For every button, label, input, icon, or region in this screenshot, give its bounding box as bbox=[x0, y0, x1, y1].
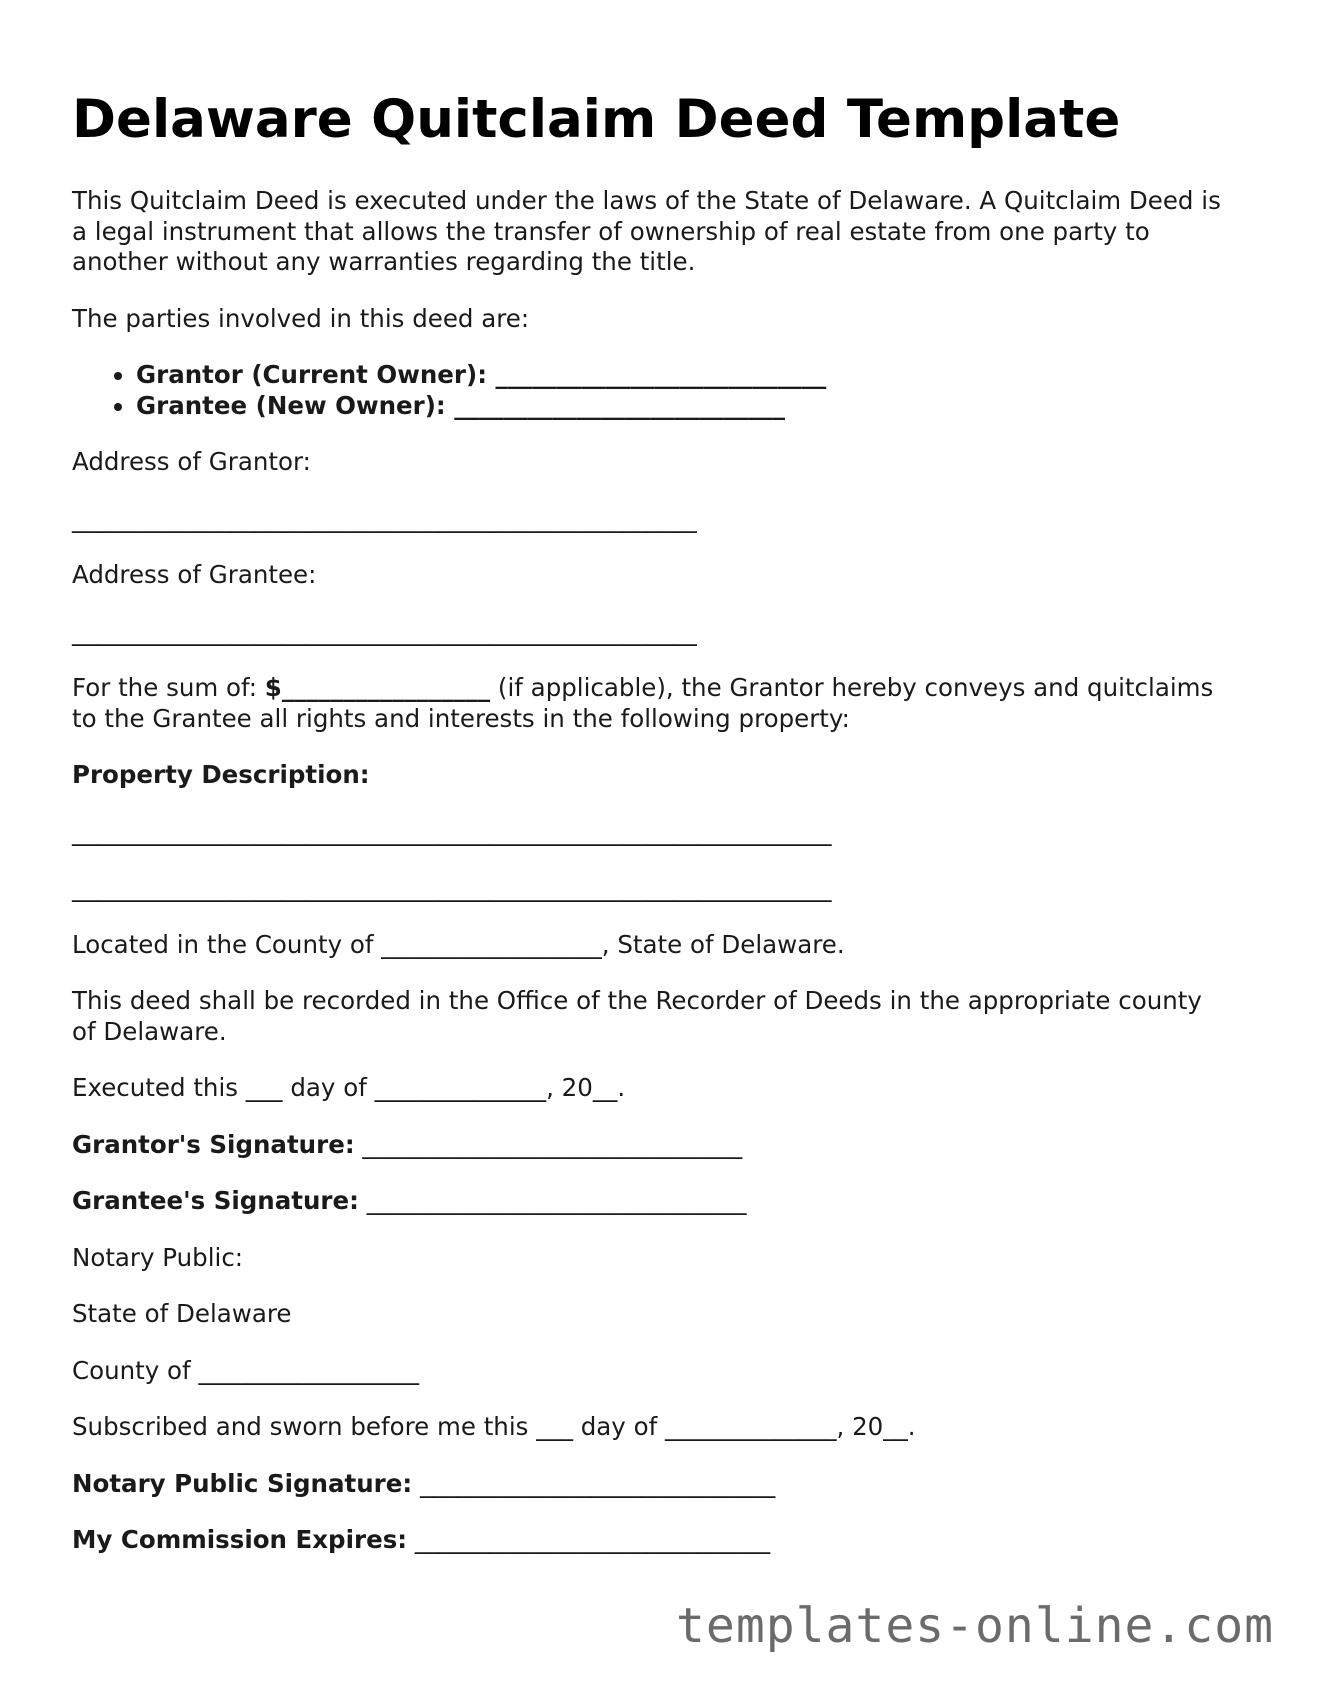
watermark: templates-online.com bbox=[676, 1598, 1274, 1654]
county-paragraph bbox=[72, 930, 1222, 961]
county-prefix: Located in the County of bbox=[72, 929, 382, 959]
notary-signature-line bbox=[72, 1469, 1222, 1500]
property-description-label: Property Description: bbox=[72, 760, 370, 789]
consideration-amount-field[interactable]: $_________________ bbox=[264, 673, 491, 702]
list-item-grantee bbox=[136, 391, 1222, 422]
grantor-address-label: Address of Grantor: bbox=[72, 447, 311, 476]
consideration-paragraph bbox=[72, 673, 1222, 734]
grantee-address-label: Address of Grantee: bbox=[72, 560, 317, 589]
county-field[interactable]: __________________ bbox=[381, 929, 602, 959]
notary-state: State of Delaware bbox=[72, 1299, 292, 1328]
grantee-signature-label: Grantee's Signature: bbox=[72, 1186, 359, 1215]
grantee-signature-line bbox=[72, 1186, 1222, 1217]
grantee-label: Grantee (New Owner): bbox=[136, 390, 446, 420]
parties-list bbox=[72, 360, 1222, 421]
notary-heading: Notary Public: bbox=[72, 1242, 244, 1272]
commission-expires-label: My Commission Expires: bbox=[72, 1525, 408, 1554]
grantor-signature-label: Grantor's Signature: bbox=[72, 1129, 355, 1159]
document-body bbox=[72, 186, 1222, 1582]
grantee-address-field[interactable]: ___________________________________________________ bbox=[72, 616, 697, 646]
consideration-suffix: (if applicable), the Grantor hereby conveys and quitclaims to the Grantee all rights and interests in the following property: bbox=[72, 673, 1214, 733]
notary-county-field[interactable]: County of __________________ bbox=[72, 1355, 419, 1385]
grantor-signature-field[interactable]: _______________________________ bbox=[354, 1129, 743, 1159]
commission-expires-field[interactable]: _____________________________ bbox=[407, 1525, 771, 1554]
grantor-signature-line bbox=[72, 1130, 1222, 1161]
list-item-grantor bbox=[136, 360, 1222, 391]
grantee-name-field[interactable]: ___________________________ bbox=[454, 390, 786, 420]
intro-paragraph: This Quitclaim Deed is executed under the laws of the State of Delaware. A Quitclaim Deed is a legal instrument that allows the transfer of ownership of real estate from one party to another without any warranties regarding the title. bbox=[72, 186, 1221, 276]
execution-date-line[interactable]: Executed this ___ day of ______________, 20__. bbox=[72, 1073, 626, 1102]
grantee-signature-field[interactable]: _______________________________ bbox=[358, 1186, 747, 1215]
county-suffix: , State of Delaware. bbox=[601, 929, 845, 959]
consideration-prefix: For the sum of: bbox=[72, 673, 265, 702]
grantor-address-field[interactable]: ___________________________________________________ bbox=[72, 503, 697, 533]
grantor-label: Grantor (Current Owner): bbox=[136, 360, 488, 389]
grantor-name-field[interactable]: ___________________________ bbox=[495, 360, 827, 389]
commission-expires-line bbox=[72, 1525, 1222, 1556]
notary-signature-field[interactable]: _____________________________ bbox=[412, 1468, 776, 1498]
property-description-line-1[interactable]: ______________________________________________________________ bbox=[72, 816, 832, 846]
notary-sworn-line[interactable]: Subscribed and sworn before me this ___ day of ______________, 20__. bbox=[72, 1412, 916, 1441]
notary-signature-label: Notary Public Signature: bbox=[72, 1468, 413, 1498]
property-description-line-2[interactable]: ______________________________________________________________ bbox=[72, 873, 832, 902]
recording-paragraph: This deed shall be recorded in the Office of the Recorder of Deeds in the appropriate county of Delaware. bbox=[72, 986, 1202, 1046]
parties-intro: The parties involved in this deed are: bbox=[72, 303, 530, 333]
page-title: Delaware Quitclaim Deed Template bbox=[72, 89, 1121, 150]
